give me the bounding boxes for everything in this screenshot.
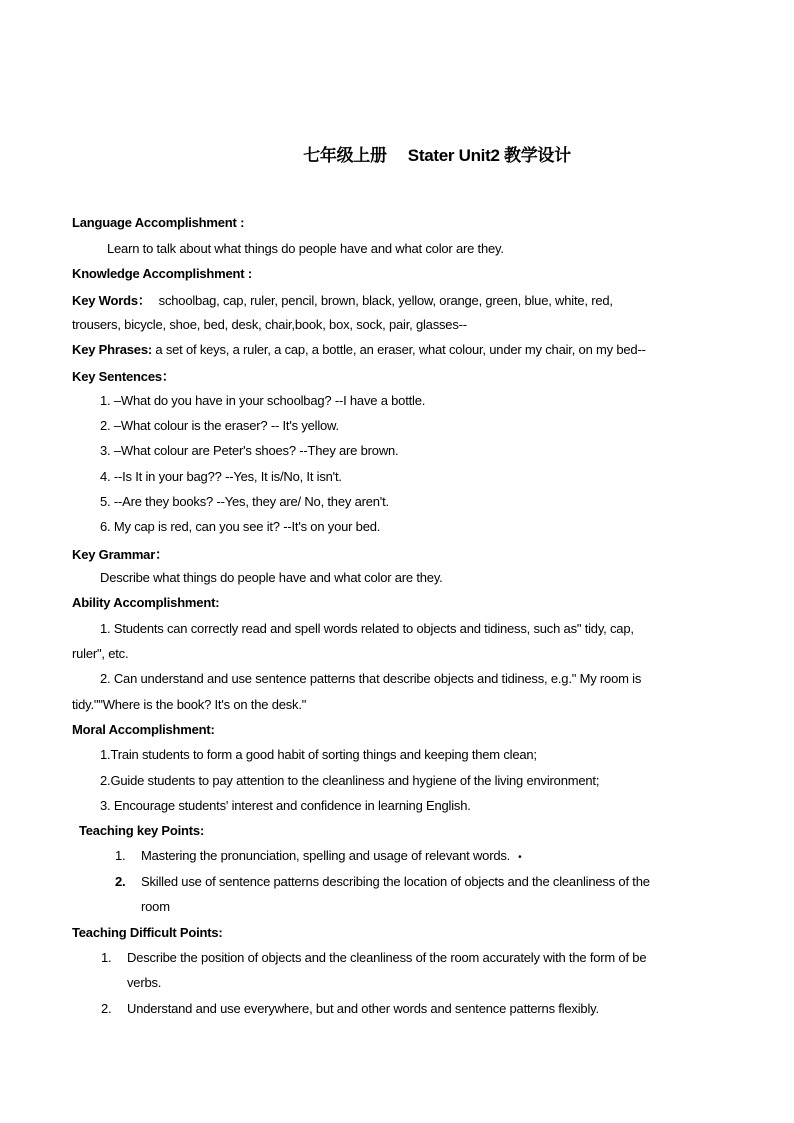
- difficult-point-1-text: Describe the position of objects and the cleanliness of the room accurately with the form of be: [127, 950, 647, 965]
- key-points-heading: Teaching key Points:: [79, 823, 205, 838]
- key-sentence-5: 5. --Are they books? --Yes, they are/ No, they aren't.: [100, 494, 389, 509]
- key-point-1: [115, 848, 521, 863]
- key-sentence-2: 2. –What colour is the eraser? -- It's yellow.: [100, 418, 339, 433]
- difficult-points-heading: Teaching Difficult Points:: [72, 925, 223, 940]
- ability-item-2: 2. Can understand and use sentence patterns that describe objects and tidiness, e.g." My room is: [100, 671, 642, 686]
- difficult-point-1-continued: verbs.: [127, 975, 162, 990]
- language-text: Learn to talk about what things do people have and what color are they.: [107, 241, 504, 256]
- ability-heading: Ability Accomplishment:: [72, 595, 220, 610]
- key-grammar-label: Key Grammar：: [72, 547, 168, 562]
- key-sentence-1: 1. –What do you have in your schoolbag? --I have a bottle.: [100, 393, 426, 408]
- ability-item-1-continued: ruler", etc.: [72, 646, 129, 661]
- key-words-line: [72, 290, 613, 309]
- moral-item-2: 2.Guide students to pay attention to the cleanliness and hygiene of the living environment;: [100, 773, 600, 788]
- key-point-1-number: 1.: [115, 848, 126, 863]
- key-point-2: [115, 874, 650, 889]
- ability-item-2-continued: tidy.""Where is the book? It's on the desk.": [72, 697, 307, 712]
- difficult-point-2-text: Understand and use everywhere, but and other words and sentence patterns flexibly.: [127, 1001, 599, 1016]
- difficult-point-1: [101, 950, 646, 965]
- difficult-point-2: [101, 1001, 599, 1016]
- moral-item-3: 3. Encourage students' interest and confidence in learning English.: [100, 798, 471, 813]
- key-sentence-3: 3. –What colour are Peter's shoes? --They are brown.: [100, 443, 399, 458]
- knowledge-heading: Knowledge Accomplishment :: [72, 266, 252, 281]
- moral-heading: Moral Accomplishment:: [72, 722, 215, 737]
- difficult-point-1-number: 1.: [101, 950, 112, 965]
- moral-item-1: 1.Train students to form a good habit of sorting things and keeping them clean;: [100, 747, 537, 762]
- key-phrases-text: a set of keys, a ruler, a cap, a bottle, an eraser, what colour, under my chair, on my bed--: [151, 342, 646, 357]
- key-words-continued: trousers, bicycle, shoe, bed, desk, chair,book, box, sock, pair, glasses--: [72, 317, 467, 332]
- key-point-2-text: Skilled use of sentence patterns describing the location of objects and the cleanliness of the: [141, 874, 650, 889]
- key-sentences-label: Key Sentences：: [72, 369, 175, 384]
- language-heading: Language Accomplishment :: [72, 215, 245, 230]
- bullet-icon: •: [518, 852, 522, 863]
- key-phrases-label: Key Phrases:: [72, 342, 152, 357]
- key-phrases-line: [72, 342, 646, 357]
- ability-item-1: 1. Students can correctly read and spell words related to objects and tidiness, such as" tidy, cap,: [100, 621, 634, 636]
- key-sentence-6: 6. My cap is red, can you see it? --It's on your bed.: [100, 519, 381, 534]
- page-title: 七年级上册 Stater Unit2 教学设计: [303, 146, 571, 165]
- key-words-text: schoolbag, cap, ruler, pencil, brown, black, yellow, orange, green, blue, white, red,: [158, 293, 613, 308]
- key-sentence-4: 4. --Is It in your bag?? --Yes, It is/No, It isn't.: [100, 469, 342, 484]
- key-words-label: Key Words：: [72, 293, 151, 308]
- key-point-2-continued: room: [141, 899, 170, 914]
- key-grammar-text: Describe what things do people have and what color are they.: [100, 570, 443, 585]
- key-point-2-number: 2.: [115, 874, 126, 889]
- key-point-1-text: Mastering the pronunciation, spelling and usage of relevant words.: [141, 848, 511, 863]
- difficult-point-2-number: 2.: [101, 1001, 112, 1016]
